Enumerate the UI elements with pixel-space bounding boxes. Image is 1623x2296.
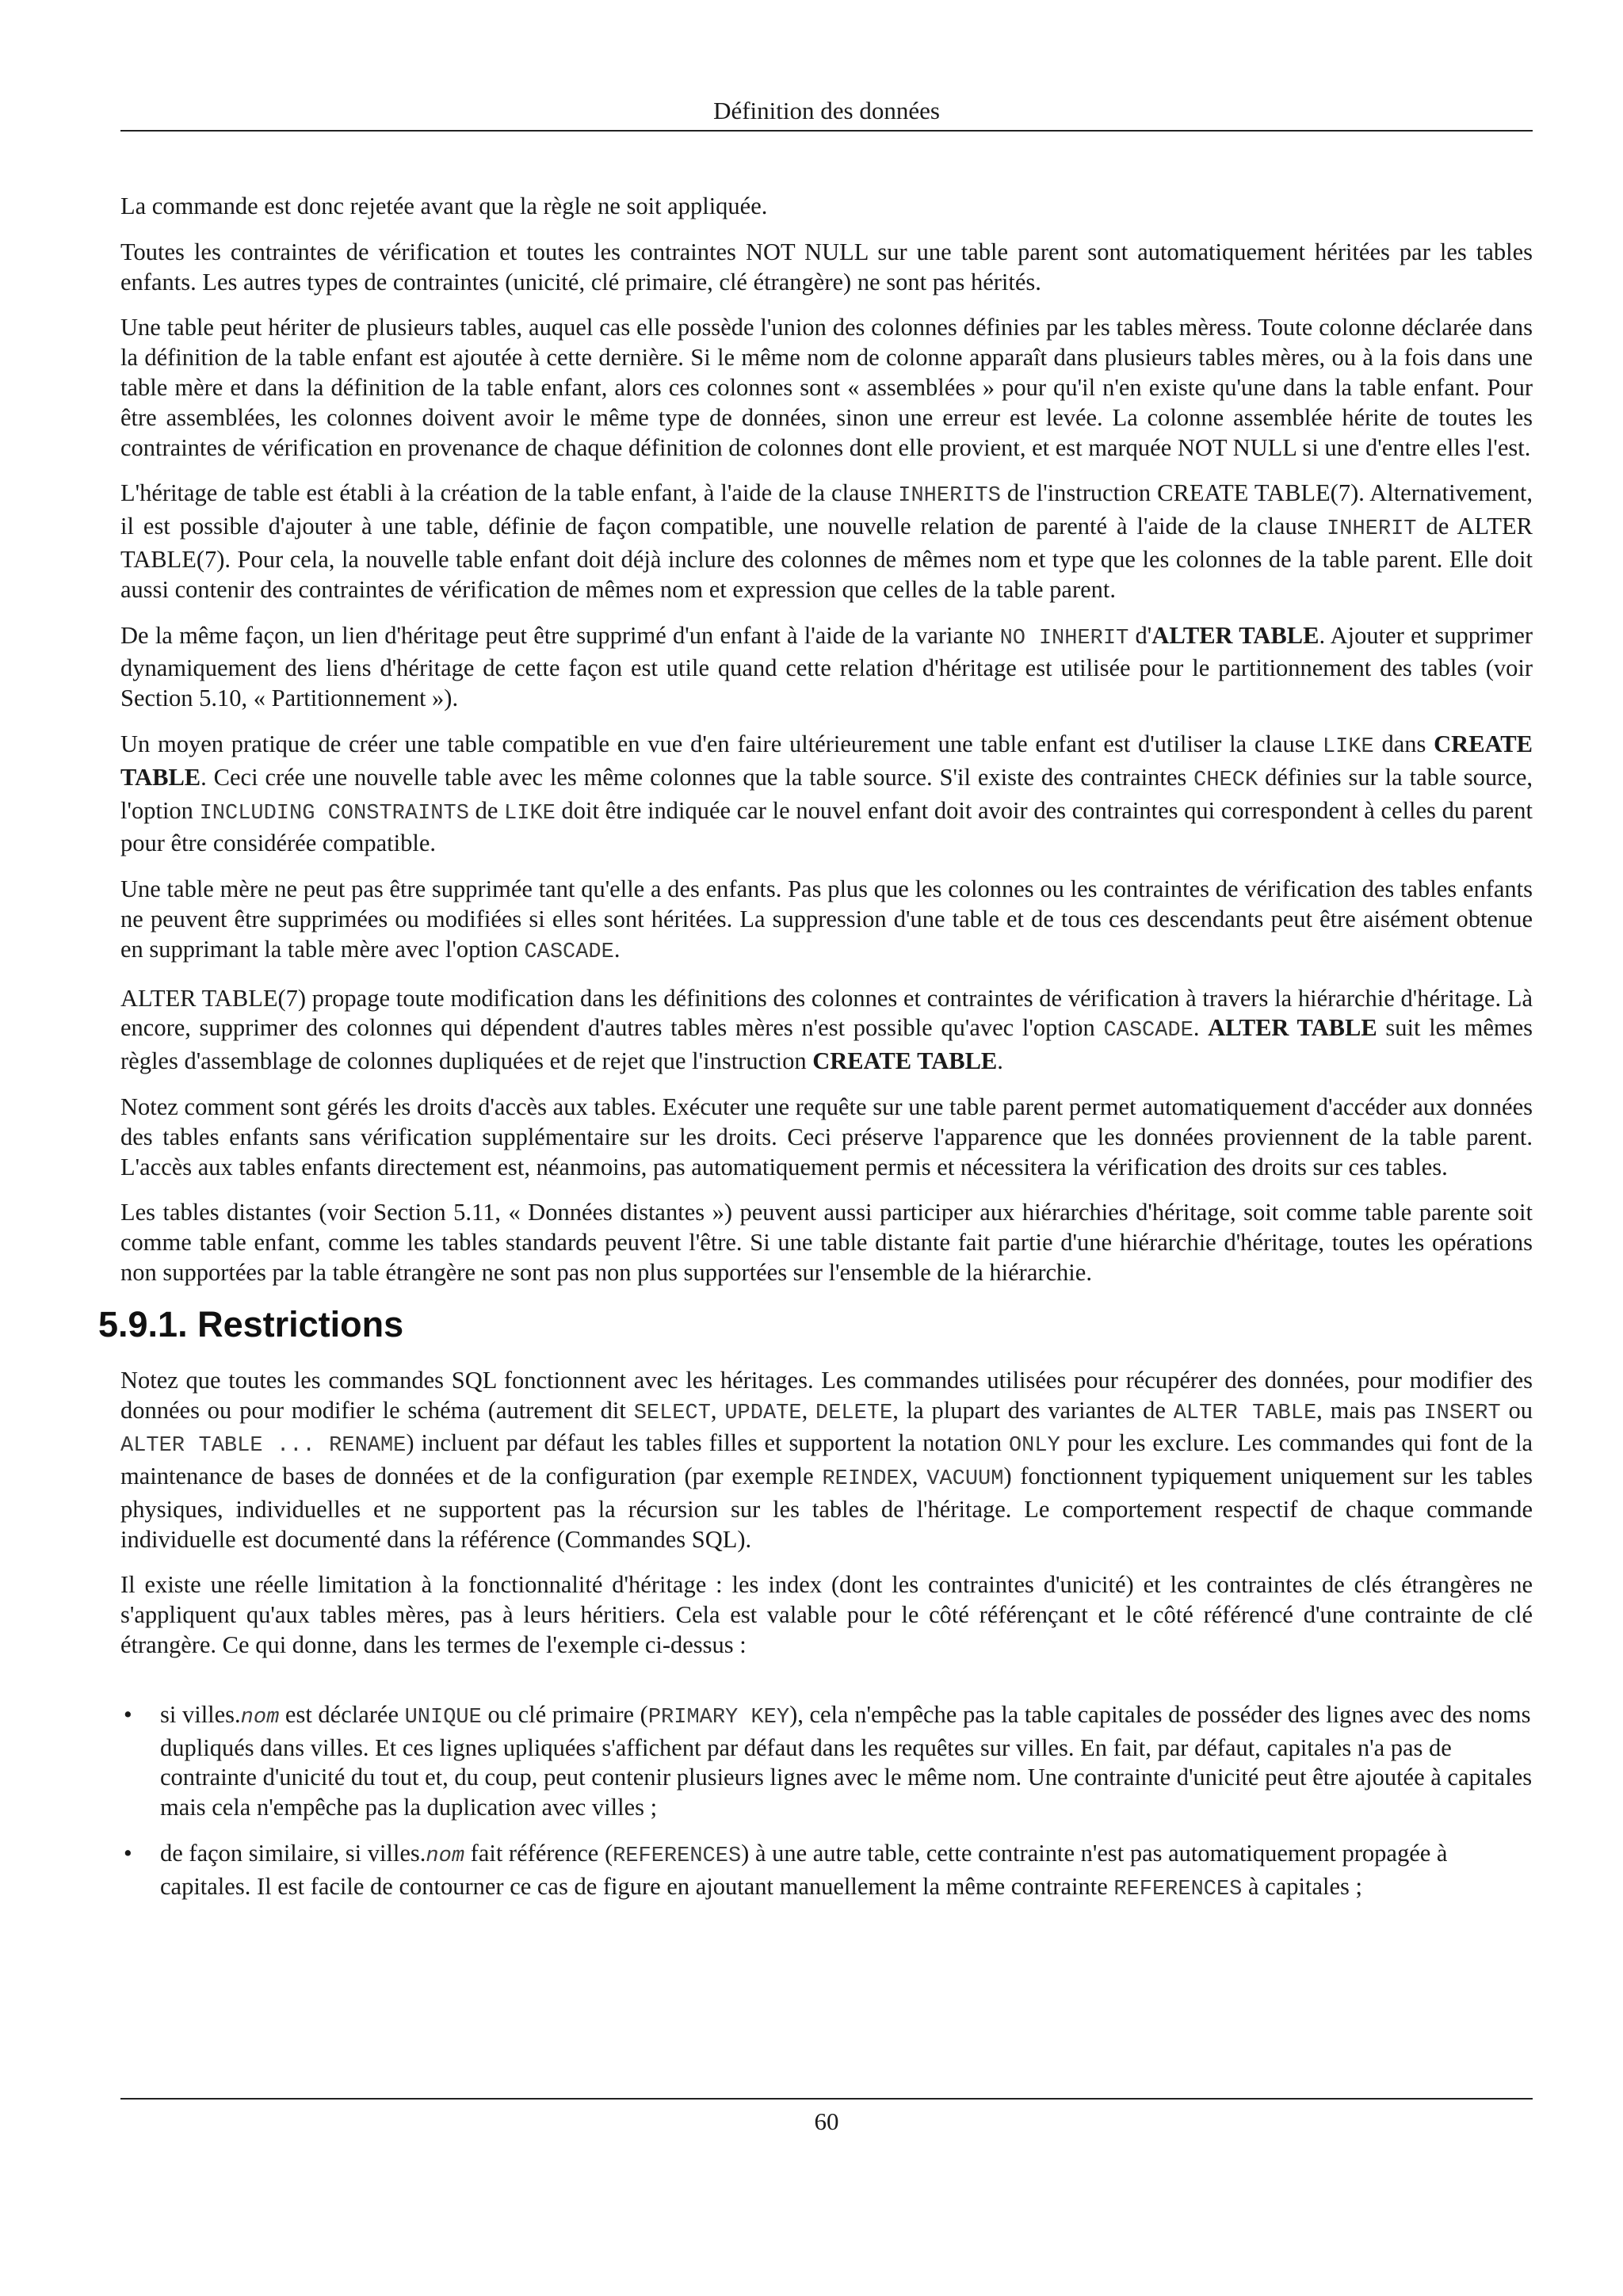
page-content [98, 192, 1533, 1921]
text: ou [1500, 1396, 1533, 1424]
paragraph-5 [120, 621, 1533, 714]
section-paragraph-2: Il existe une réelle limitation à la fonctionnalité d'héritage : les index (dont les contraintes d'unicité) et les contraintes de clés étrangères ne s'appliquent qu'aux tables mères, pas à leurs héritiers. Cela est valable pour le côté référençant et le côté référencé d'une contrainte de clé étrangère. Ce qui donne, dans les termes de l'exemple ci-dessus : [120, 1571, 1533, 1659]
code-no-inherit: NO INHERIT [999, 626, 1129, 650]
code-including-constraints: INCLUDING CONSTRAINTS [199, 801, 469, 826]
text: ) à une autre table, cette contrainte n'est pas automatiquement propagée à capitales. Il est facile de contourner ce cas de figure en ajoutant manuellement la même contrainte [160, 1840, 1448, 1900]
bold-create-table: CREATE TABLE [812, 1047, 998, 1075]
code-nom: nom [426, 1844, 465, 1869]
text: de ALTER TABLE(7). Pour cela, la nouvelle table enfant doit déjà inclure des colonnes de mêmes nom et type que les colonnes de la table parent. Elle doit aussi contenir des contraintes de vérification de mêmes nom et expression que celles de la table parent. [120, 513, 1533, 603]
text: si villes. [160, 1700, 241, 1728]
text: de [468, 796, 505, 824]
text: ), cela n'empêche pas la table capitales de posséder des lignes avec des noms dupliqués dans villes. Et ces lignes upliquées s'affichent par défaut dans les requêtes sur villes. En fait, par défaut, capitales n'a pas de contrainte d'unicité du tout et, du coup, peut contenir plusieurs lignes avec le même nom. Une contrainte d'unicité peut être ajoutée à capitales mais cela n'empêche pas la duplication avec villes ; [160, 1700, 1533, 1821]
code-alter-table: ALTER TABLE [1173, 1401, 1317, 1425]
bullet-icon: • [124, 1840, 132, 1867]
code-unique: UNIQUE [404, 1705, 482, 1730]
code-inherit: INHERIT [1327, 517, 1417, 542]
bold-alter-table: ALTER TABLE [1151, 621, 1319, 649]
text: Une table mère ne peut pas être supprimée tant qu'elle a des enfants. Pas plus que les colonnes ou les contraintes de vérification des tables enfants ne peuvent être supprimées ou modifiées si elles sont héritées. La suppression d'une table et de tous ces descendants peut être aisément obtenue en supprimant la table mère avec l'option [120, 875, 1533, 963]
code-like: LIKE [1322, 734, 1374, 759]
text: ) fonctionnent typiquement uniquement sur les tables physiques, individuelles et ne supportent pas la récursion sur les tables de l'héritage. Le comportement respectif de chaque commande individuelle est documenté dans la référence (Commandes SQL). [120, 1463, 1533, 1553]
paragraph-4 [120, 479, 1533, 605]
code-check: CHECK [1193, 768, 1258, 792]
text: Notez que toutes les commandes SQL fonctionnent avec les héritages. Les commandes utilisées pour récupérer des données, pour modifier des données ou pour modifier le schéma (autrement dit [120, 1366, 1533, 1424]
code-references: REFERENCES [1113, 1877, 1243, 1901]
code-update: UPDATE [724, 1401, 802, 1425]
text: pour les exclure. Les commandes qui font de la maintenance de bases de données et de la configuration (par exemple [120, 1429, 1533, 1490]
paragraph-7 [120, 875, 1533, 967]
text: . Ceci crée une nouvelle table avec les même colonnes que la table source. S'il existe des contraintes [200, 763, 1194, 791]
text: . [613, 935, 621, 963]
list-item [120, 1839, 1533, 1905]
page-number: 60 [120, 2098, 1533, 2141]
code-inherits: INHERITS [898, 484, 1001, 509]
text: dans [1373, 730, 1434, 757]
code-vacuum: VACUUM [926, 1467, 1004, 1492]
text: est déclarée [279, 1700, 405, 1728]
text: , [710, 1396, 725, 1424]
text: doit être indiquée car le nouvel enfant doit avoir des contraintes qui correspondent à celles du parent pour être considérée compatible. [120, 796, 1533, 857]
paragraph-2: Toutes les contraintes de vérification et toutes les contraintes NOT NULL sur une table parent sont automatiquement héritées par les tables enfants. Les autres types de contraintes (unicité, clé primaire, clé étrangère) ne sont pas hérités. [120, 238, 1533, 296]
text: L'héritage de table est établi à la création de la table enfant, à l'aide de la clause [120, 479, 899, 507]
code-cascade: CASCADE [1103, 1019, 1193, 1043]
text: suit les mêmes règles d'assemblage de colonnes dupliquées et de rejet que l'instruction [120, 1014, 1533, 1075]
text: d' [1128, 621, 1152, 649]
section-heading: 5.9.1. Restrictions [98, 1303, 404, 1344]
list-item [120, 1700, 1533, 1823]
text: , la plupart des variantes de [892, 1396, 1174, 1424]
code-like: LIKE [504, 801, 556, 826]
code-nom: nom [240, 1705, 280, 1730]
text: de l'instruction CREATE TABLE(7). Alternativement, il est possible d'ajouter à une table, définie de façon compatible, une nouvelle relation de parenté à l'aide de la clause [120, 479, 1533, 540]
bullet-icon: • [124, 1700, 132, 1728]
text: à capitales ; [1242, 1872, 1362, 1900]
code-delete: DELETE [815, 1401, 893, 1425]
text: De la même façon, un lien d'héritage peut être supprimé d'un enfant à l'aide de la variante [120, 621, 1000, 649]
section-paragraph-1 [120, 1366, 1533, 1555]
paragraph-10: Les tables distantes (voir Section 5.11, « Données distantes ») peuvent aussi participer aux hiérarchies d'héritage, soit comme table parente soit comme table enfant, comme les tables standards peuvent l'être. Si une table distante fait partie d'une hiérarchie d'héritage, toutes les opérations non supportées par la table étrangère ne sont pas non plus supportées sur l'ensemble de la hiérarchie. [120, 1199, 1533, 1286]
text: , mais pas [1316, 1396, 1424, 1424]
bold-alter-table: ALTER TABLE [1208, 1014, 1377, 1042]
running-header: Définition des données [120, 92, 1533, 132]
code-select: SELECT [633, 1401, 711, 1425]
text: , [911, 1463, 927, 1490]
paragraph-6 [120, 730, 1533, 859]
text: . Ajouter et supprimer dynamiquement des liens d'héritage de cette façon est utile quand cette relation d'héritage est utilisée pour le partitionnement des tables (voir Section 5.10, « Partitionnement »). [120, 621, 1533, 712]
text: ALTER TABLE(7) propage toute modification dans les définitions des colonnes et contraintes de vérification à travers la hiérarchie d'héritage. Là encore, supprimer des colonnes qui dépendent d'autres tables mères n'est possible qu'avec l'option [120, 984, 1533, 1042]
paragraph-9: Notez comment sont gérés les droits d'accès aux tables. Exécuter une requête sur une table parent permet automatiquement d'accéder aux données des tables enfants sans vérification supplémentaire sur les droits. Ceci préserve l'apparence que les données proviennent de la table parent. L'accès aux tables enfants directement est, néanmoins, pas automatiquement permis et nécessitera la vérification des droits sur ces tables. [120, 1093, 1533, 1180]
text: . [1193, 1014, 1209, 1042]
bold-create-table: CREATE TABLE [120, 730, 1533, 791]
text: ) incluent par défaut les tables filles et supportent la notation [406, 1429, 1009, 1457]
text: ou clé primaire ( [481, 1700, 648, 1728]
code-cascade: CASCADE [524, 940, 614, 964]
text: , [801, 1396, 816, 1424]
paragraph-1: La commande est donc rejetée avant que la règle ne soit appliquée. [120, 193, 768, 219]
text: fait référence ( [464, 1840, 613, 1867]
text: Un moyen pratique de créer une table compatible en vue d'en faire ultérieurement une table enfant est d'utiliser la clause [120, 730, 1323, 757]
restrictions-list [120, 1700, 1533, 1905]
text: . [997, 1047, 1003, 1075]
paragraph-8 [120, 984, 1533, 1077]
code-only: ONLY [1008, 1434, 1060, 1459]
code-insert: INSERT [1423, 1401, 1501, 1425]
text: de façon similaire, si villes. [160, 1840, 426, 1867]
code-reindex: REINDEX [822, 1467, 912, 1492]
code-references: REFERENCES [613, 1844, 742, 1869]
code-alter-table-rename: ALTER TABLE ... RENAME [120, 1434, 407, 1459]
text: définies sur la table source, l'option [120, 763, 1533, 824]
code-primary-key: PRIMARY KEY [647, 1705, 790, 1730]
paragraph-3: Une table peut hériter de plusieurs tables, auquel cas elle possède l'union des colonnes définies par les tables mèress. Toute colonne déclarée dans la définition de la table enfant est ajoutée à cette dernière. Si le même nom de colonne apparaît dans plusieurs tables mères, ou à la fois dans une table mère et dans la définition de la table enfant, alors ces colonnes sont « assemblées » pour qu'il n'en existe qu'une dans la table enfant. Pour être assemblées, les colonnes doivent avoir le même type de données, sinon une erreur est levée. La colonne assemblée hérite de toutes les contraintes de vérification en provenance de chaque définition de colonnes dont elle provient, et est marquée NOT NULL si une d'entre elles l'est. [120, 314, 1533, 461]
